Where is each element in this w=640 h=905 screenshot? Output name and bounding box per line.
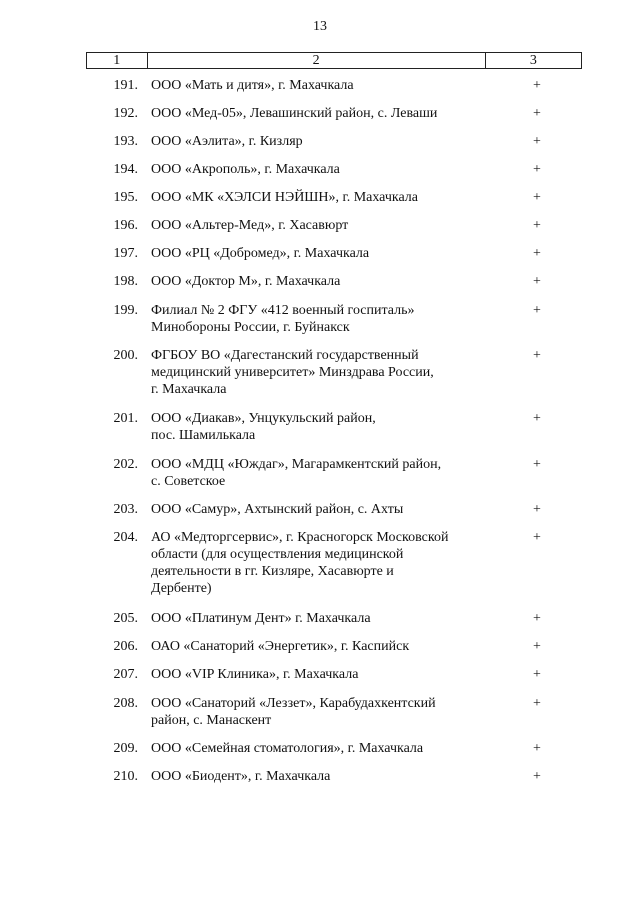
organization-name: ОАО «Санаторий «Энергетик», г. Каспийск <box>151 639 410 654</box>
organization-name: ООО «Диакав», Унцукульский район, пос. Шамилькала <box>151 411 376 443</box>
row-number: 210. <box>113 769 138 784</box>
row-number: 200. <box>113 348 138 363</box>
plus-mark: + <box>533 106 541 121</box>
plus-mark: + <box>533 274 541 289</box>
plus-mark: + <box>533 457 541 472</box>
plus-mark: + <box>533 639 541 654</box>
plus-mark: + <box>533 134 541 149</box>
row-number: 195. <box>113 190 138 205</box>
plus-mark: + <box>533 190 541 205</box>
row-number: 209. <box>113 741 138 756</box>
row-number: 199. <box>113 303 138 318</box>
organization-name: ООО «Семейная стоматология», г. Махачкала <box>151 741 424 756</box>
plus-mark: + <box>533 162 541 177</box>
row-number: 207. <box>113 667 138 682</box>
plus-mark: + <box>533 303 541 318</box>
plus-mark: + <box>533 696 541 711</box>
organization-name: ООО «МК «ХЭЛСИ НЭЙШН», г. Махачкала <box>151 190 419 205</box>
row-number: 205. <box>113 611 138 626</box>
organization-name: ООО «Платинум Дент» г. Махачкала <box>151 611 371 626</box>
row-number: 204. <box>113 530 138 545</box>
organization-name: ООО «Аэлита», г. Кизляр <box>151 134 303 149</box>
row-number: 196. <box>113 218 138 233</box>
organization-name: ООО «Биодент», г. Махачкала <box>151 769 331 784</box>
plus-mark: + <box>533 348 541 363</box>
page-number: 13 <box>313 19 327 34</box>
organization-name: ООО «РЦ «Добромед», г. Махачкала <box>151 246 370 261</box>
row-number: 202. <box>113 457 138 472</box>
organization-name: ООО «Самур», Ахтынский район, с. Ахты <box>151 502 404 517</box>
row-number: 193. <box>113 134 138 149</box>
plus-mark: + <box>533 741 541 756</box>
organization-name: ООО «Санаторий «Леззет», Карабудахкентский район, с. Манаскент <box>151 696 436 728</box>
plus-mark: + <box>533 218 541 233</box>
organization-name: АО «Медторгсервис», г. Красногорск Московской области (для осуществления медицинской деятельности в гг. Кизляре, Хасавюрте и Дербенте) <box>151 530 449 596</box>
column-header-number: 1 <box>87 53 148 69</box>
row-number: 206. <box>113 639 138 654</box>
organization-name: ООО «МДЦ «Юждаг», Магарамкентский район, с. Советское <box>151 457 442 489</box>
plus-mark: + <box>533 667 541 682</box>
row-number: 191. <box>113 78 138 93</box>
row-number: 198. <box>113 274 138 289</box>
organization-name: ООО «VIP Клиника», г. Махачкала <box>151 667 359 682</box>
plus-mark: + <box>533 611 541 626</box>
plus-mark: + <box>533 502 541 517</box>
row-number: 194. <box>113 162 138 177</box>
organization-name: ФГБОУ ВО «Дагестанский государственный медицинский университет» Минздрава России, г. Махачкала <box>151 348 434 397</box>
organization-name: ООО «Мать и дитя», г. Махачкала <box>151 78 354 93</box>
plus-mark: + <box>533 769 541 784</box>
plus-mark: + <box>533 530 541 545</box>
organization-name: Филиал № 2 ФГУ «412 военный госпиталь» Минобороны России, г. Буйнакск <box>151 303 415 335</box>
row-number: 201. <box>113 411 138 426</box>
organization-name: ООО «Доктор М», г. Махачкала <box>151 274 341 289</box>
column-header-mark: 3 <box>485 53 581 69</box>
row-number: 208. <box>113 696 138 711</box>
plus-mark: + <box>533 246 541 261</box>
organization-name: ООО «Мед-05», Левашинский район, с. Леваши <box>151 106 438 121</box>
organization-name: ООО «Акрополь», г. Махачкала <box>151 162 340 177</box>
plus-mark: + <box>533 411 541 426</box>
row-number: 192. <box>113 106 138 121</box>
organization-name: ООО «Альтер-Мед», г. Хасавюрт <box>151 218 349 233</box>
column-header-organization: 2 <box>147 53 485 69</box>
row-number: 203. <box>113 502 138 517</box>
plus-mark: + <box>533 78 541 93</box>
row-number: 197. <box>113 246 138 261</box>
